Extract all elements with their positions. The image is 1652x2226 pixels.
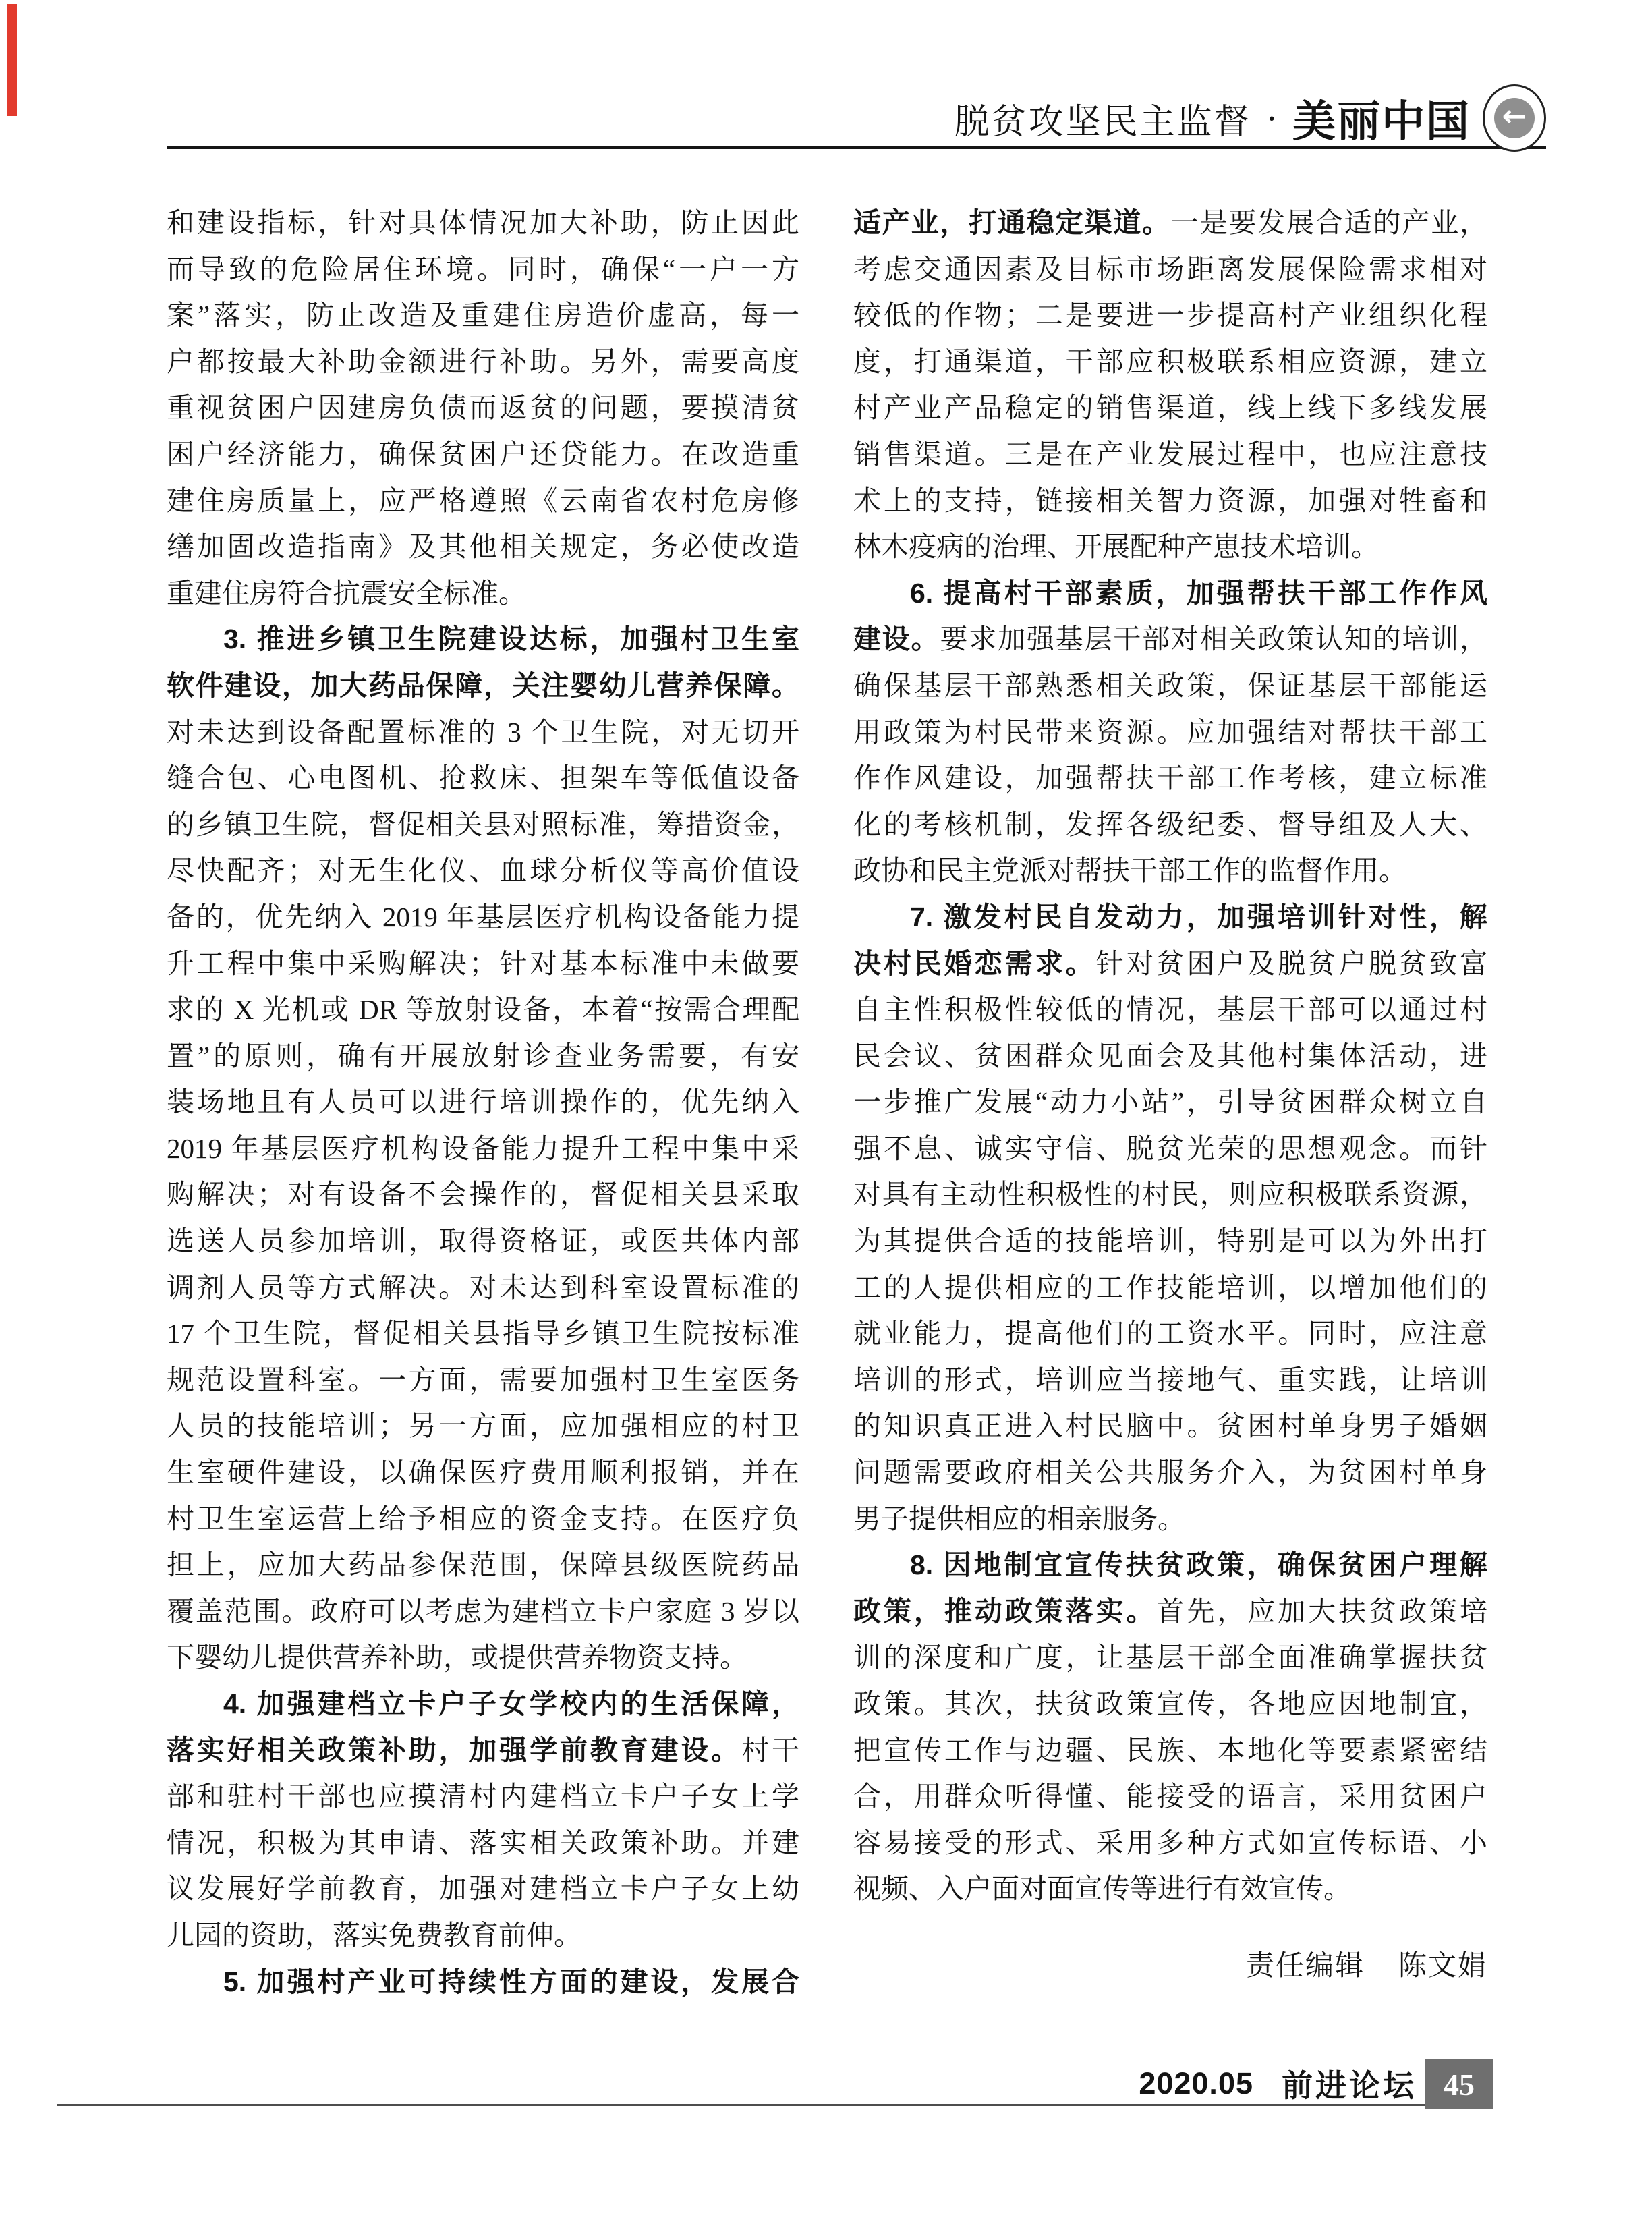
text-line	[853, 339, 1487, 385]
text-line	[853, 986, 1487, 1033]
text-line	[853, 1727, 1487, 1774]
text-line	[167, 1542, 799, 1588]
right-text-column	[853, 200, 1487, 1912]
bold-text-segment: 6. 提高村干部素质，加强帮扶干部工作作风	[910, 577, 1487, 609]
text-line	[853, 1634, 1487, 1681]
bold-text-segment: 8. 因地制宜宣传扶贫政策，确保贫困户理解	[910, 1549, 1487, 1581]
text-line	[853, 1588, 1487, 1635]
text-line	[167, 1171, 799, 1218]
text-line	[167, 1681, 799, 1727]
text-segment: 下婴幼儿提供营养补助，或提供营养物资支持。	[167, 1642, 747, 1673]
text-segment: 户都按最大补助金额进行补助。另外，需要高度	[167, 345, 799, 377]
text-line	[167, 1588, 799, 1635]
text-segment: 情况，积极为其申请、落实相关政策补助。并建	[167, 1827, 799, 1858]
bold-text-segment: 建设。	[853, 623, 940, 655]
text-segment: 儿园的资助，落实免费教育前伸。	[167, 1919, 581, 1951]
text-segment: 17 个卫生院，督促相关县指导乡镇卫生院按标准	[167, 1318, 799, 1349]
text-line	[853, 1125, 1487, 1172]
text-line	[167, 246, 799, 293]
text-segment: 林木疫病的治理、开展配种产崽技术培训。	[853, 531, 1379, 563]
text-line	[853, 1310, 1487, 1357]
text-line	[167, 478, 799, 524]
text-line	[853, 1449, 1487, 1496]
text-segment: 建住房质量上，应严格遵照《云南省农村危房修	[167, 484, 799, 516]
text-segment: 术上的支持，链接相关智力资源，加强对牲畜和	[853, 484, 1487, 516]
text-line	[853, 847, 1487, 894]
footer-journal-title: 前进论坛	[1282, 2069, 1417, 2103]
column-title: 美丽中国	[1292, 97, 1471, 146]
text-line	[167, 802, 799, 848]
text-line	[167, 986, 799, 1033]
text-line	[167, 524, 799, 570]
text-segment: 作作风建设，加强帮扶干部工作考核，建立标准	[853, 762, 1487, 794]
text-line	[167, 200, 799, 246]
left-arrow-glyph: ←	[1502, 99, 1527, 134]
text-line	[167, 847, 799, 894]
text-segment: 考虑交通因素及目标市场距离发展保险需求相对	[853, 253, 1487, 285]
text-segment: 备的，优先纳入 2019 年基层医疗机构设备能力提	[167, 901, 799, 933]
text-line	[167, 1866, 799, 1912]
bold-text-segment: 软件建设，加大药品保障，关注婴幼儿营养保障。	[167, 669, 799, 701]
text-line	[853, 755, 1487, 802]
text-segment: 为其提供合适的技能培训，特别是可以为外出打	[853, 1225, 1487, 1257]
text-segment: 化的考核机制，发挥各级纪委、督导组及人大、	[853, 808, 1487, 840]
text-line	[853, 709, 1487, 756]
text-segment: 问题需要政府相关公共服务介入，为贫困村单身	[853, 1457, 1487, 1488]
text-line	[167, 1820, 799, 1866]
text-segment: 度，打通渠道，干部应积极联系相应资源，建立	[853, 345, 1487, 377]
text-line	[853, 1542, 1487, 1588]
header-rule	[167, 146, 1546, 149]
text-segment: 对未达到设备配置标准的 3 个卫生院，对无切开	[167, 716, 799, 748]
text-line	[167, 1079, 799, 1125]
text-line	[167, 1310, 799, 1357]
text-segment: 培训的形式，培训应当接地气、重实践，让培训	[853, 1364, 1487, 1395]
text-line	[853, 1079, 1487, 1125]
text-line	[853, 894, 1487, 941]
text-segment: 强不息、诚实守信、脱贫光荣的思想观念。而针	[853, 1132, 1487, 1164]
text-segment: 男子提供相应的相亲服务。	[853, 1503, 1185, 1534]
text-line	[167, 1959, 799, 2005]
text-segment: 调剂人员等方式解决。对未达到科室设置标准的	[167, 1271, 799, 1303]
bold-text-segment: 落实好相关政策补助，加强学前教育建设。	[167, 1734, 742, 1766]
text-segment: 规范设置科室。一方面，需要加强村卫生室医务	[167, 1364, 799, 1395]
text-line	[853, 1496, 1487, 1542]
text-line	[853, 1218, 1487, 1264]
text-line	[167, 1912, 799, 1959]
text-line	[167, 1357, 799, 1403]
text-segment: 的乡镇卫生院，督促相关县对照标准，筹措资金，	[167, 808, 799, 840]
text-line	[853, 478, 1487, 524]
text-line	[853, 1403, 1487, 1449]
text-segment: 村卫生室运营上给予相应的资金支持。在医疗负	[167, 1503, 799, 1534]
text-segment: 担上，应加大药品参保范围，保障县级医院药品	[167, 1549, 799, 1581]
text-segment: 一步推广发展“动力小站”，引导贫困群众树立自	[853, 1086, 1487, 1118]
editor-label: 责任编辑	[1245, 1951, 1365, 1982]
text-line	[167, 755, 799, 802]
text-segment: 升工程中集中采购解决；针对基本标准中未做要	[167, 947, 799, 979]
text-segment: 村产业产品稳定的销售渠道，线上线下多线发展	[853, 392, 1487, 424]
bold-text-segment: 7. 激发村民自发动力，加强培训针对性，解	[910, 901, 1487, 933]
text-line	[853, 1681, 1487, 1727]
text-line	[853, 802, 1487, 848]
bold-text-segment: 决村民婚恋需求。	[853, 947, 1096, 979]
bold-text-segment: 适产业，打通稳定渠道。	[853, 207, 1171, 238]
dot-separator: ·	[1267, 103, 1276, 134]
text-line	[167, 894, 799, 941]
text-line	[167, 339, 799, 385]
logo-circle	[1494, 98, 1535, 138]
text-segment: 的知识真正进入村民脑中。贫困村单身男子婚姻	[853, 1410, 1487, 1442]
text-segment: 装场地且有人员可以进行培训操作的，优先纳入	[167, 1086, 799, 1118]
text-line	[167, 1727, 799, 1774]
text-segment: 容易接受的形式、采用多种方式如宣传标语、小	[853, 1827, 1487, 1858]
text-segment: 村干	[741, 1734, 800, 1766]
text-segment: 而导致的危险居住环境。同时，确保“一户一方	[167, 253, 799, 285]
text-line	[853, 1820, 1487, 1866]
footer-issue: 2020.05	[1139, 2066, 1253, 2100]
text-segment: 一是要发展合适的产业，	[1170, 207, 1488, 238]
text-segment: 尽快配齐；对无生化仪、血球分析仪等高价值设	[167, 855, 799, 887]
text-segment: 覆盖范围。政府可以考虑为建档立卡户家庭 3 岁以	[167, 1595, 799, 1627]
footer-rule	[57, 2104, 1493, 2106]
text-line	[853, 663, 1487, 709]
text-line	[167, 1264, 799, 1311]
text-line	[853, 1773, 1487, 1820]
bold-text-segment: 政策，推动政策落实。	[853, 1595, 1157, 1627]
text-line	[167, 1403, 799, 1449]
text-segment: 对具有主动性积极性的村民，则应积极联系资源，	[853, 1179, 1487, 1211]
text-line	[853, 1264, 1487, 1311]
text-line	[853, 1033, 1487, 1080]
text-segment: 和建设指标，针对具体情况加大补助，防止因此	[167, 207, 799, 238]
text-segment: 工的人提供相应的工作技能培训，以增加他们的	[853, 1271, 1487, 1303]
text-line	[853, 246, 1487, 293]
text-line	[167, 1773, 799, 1820]
text-segment: 2019 年基层医疗机构设备能力提升工程中集中采	[167, 1132, 799, 1164]
back-arrow-circle-icon	[1483, 84, 1546, 152]
text-line	[853, 431, 1487, 478]
text-line	[853, 570, 1487, 617]
text-segment: 合，用群众听得懂、能接受的语言，采用贫困户	[853, 1781, 1487, 1812]
text-line	[167, 1496, 799, 1542]
text-line	[167, 1449, 799, 1496]
editor-credit	[853, 1943, 1487, 1984]
text-segment: 案”落实，防止改造及重建住房造价虚高，每一	[167, 300, 799, 331]
text-line	[167, 385, 799, 431]
text-segment: 民会议、贫困群众见面会及其他村集体活动，进	[853, 1040, 1487, 1072]
text-segment: 首先，应加大扶贫政策培	[1156, 1595, 1487, 1627]
text-segment: 缮加固改造指南》及其他相关规定，务必使改造	[167, 531, 799, 563]
text-line	[853, 1171, 1487, 1218]
page-number-badge: 45	[1425, 2059, 1493, 2109]
text-segment: 政策。其次，扶贫政策宣传，各地应因地制宜，	[853, 1688, 1487, 1719]
text-segment: 政协和民主党派对帮扶干部工作的监督作用。	[853, 855, 1406, 887]
text-line	[167, 663, 799, 709]
text-segment: 困户经济能力，确保贫困户还贷能力。在改造重	[167, 438, 799, 470]
text-segment: 缝合包、心电图机、抢救床、担架车等低值设备	[167, 762, 799, 794]
text-line	[853, 292, 1487, 339]
text-segment: 议发展好学前教育，加强对建档立卡户子女上幼	[167, 1873, 799, 1905]
text-line	[167, 292, 799, 339]
text-segment: 销售渠道。三是在产业发展过程中，也应注意技	[853, 438, 1487, 470]
text-segment: 较低的作物；二是要进一步提高村产业组织化程	[853, 300, 1487, 331]
text-segment: 部和驻村干部也应摸清村内建档立卡户子女上学	[167, 1781, 799, 1812]
text-segment: 训的深度和广度，让基层干部全面准确掌握扶贫	[853, 1642, 1487, 1673]
text-line	[167, 431, 799, 478]
text-segment: 置”的原则，确有开展放射诊查业务需要，有安	[167, 1040, 799, 1072]
text-line	[853, 941, 1487, 987]
text-line	[167, 709, 799, 756]
text-segment: 自主性积极性较低的情况，基层干部可以通过村	[853, 994, 1487, 1026]
text-segment: 人员的技能培训；另一方面，应加强相应的村卫	[167, 1410, 799, 1442]
section-title: 脱贫攻坚民主监督	[954, 103, 1251, 142]
text-line	[853, 524, 1487, 570]
text-line	[853, 385, 1487, 431]
text-segment: 要求加强基层干部对相关政策认知的培训，	[940, 623, 1488, 655]
text-line	[167, 616, 799, 663]
text-line	[853, 616, 1487, 663]
editor-name: 陈文娟	[1398, 1951, 1487, 1982]
text-line	[167, 1218, 799, 1264]
text-segment: 选送人员参加培训，取得资格证，或医共体内部	[167, 1225, 799, 1257]
text-segment: 购解决；对有设备不会操作的，督促相关县采取	[167, 1179, 799, 1211]
text-line	[167, 941, 799, 987]
text-segment: 就业能力，提高他们的工资水平。同时，应注意	[853, 1318, 1487, 1349]
text-segment: 求的 X 光机或 DR 等放射设备，本着“按需合理配	[167, 994, 799, 1026]
text-line	[853, 200, 1487, 246]
text-segment: 生室硬件建设，以确保医疗费用顺利报销，并在	[167, 1457, 799, 1488]
text-segment: 针对贫困户及脱贫户脱贫致富	[1095, 947, 1488, 979]
text-line	[167, 570, 799, 617]
text-segment: 视频、入户面对面宣传等进行有效宣传。	[853, 1873, 1351, 1905]
text-line	[167, 1125, 799, 1172]
text-line	[853, 1357, 1487, 1403]
bold-text-segment: 4. 加强建档立卡户子女学校内的生活保障，	[223, 1688, 799, 1719]
text-segment: 确保基层干部熟悉相关政策，保证基层干部能运	[853, 669, 1487, 701]
footer	[853, 2059, 1417, 2108]
bold-text-segment: 5. 加强村产业可持续性方面的建设，发展合	[223, 1966, 799, 1997]
text-segment: 重建住房符合抗震安全标准。	[167, 577, 526, 609]
left-text-column	[167, 200, 799, 2005]
text-line	[853, 1866, 1487, 1912]
text-segment: 重视贫困户因建房负债而返贫的问题，要摸清贫	[167, 392, 799, 424]
red-accent-bar	[7, 4, 17, 116]
text-segment: 用政策为村民带来资源。应加强结对帮扶干部工	[853, 716, 1487, 748]
text-segment: 把宣传工作与边疆、民族、本地化等要素紧密结	[853, 1734, 1487, 1766]
text-line	[167, 1634, 799, 1681]
bold-text-segment: 3. 推进乡镇卫生院建设达标，加强村卫生室	[223, 623, 799, 655]
text-line	[167, 1033, 799, 1080]
page-header	[167, 86, 1546, 150]
